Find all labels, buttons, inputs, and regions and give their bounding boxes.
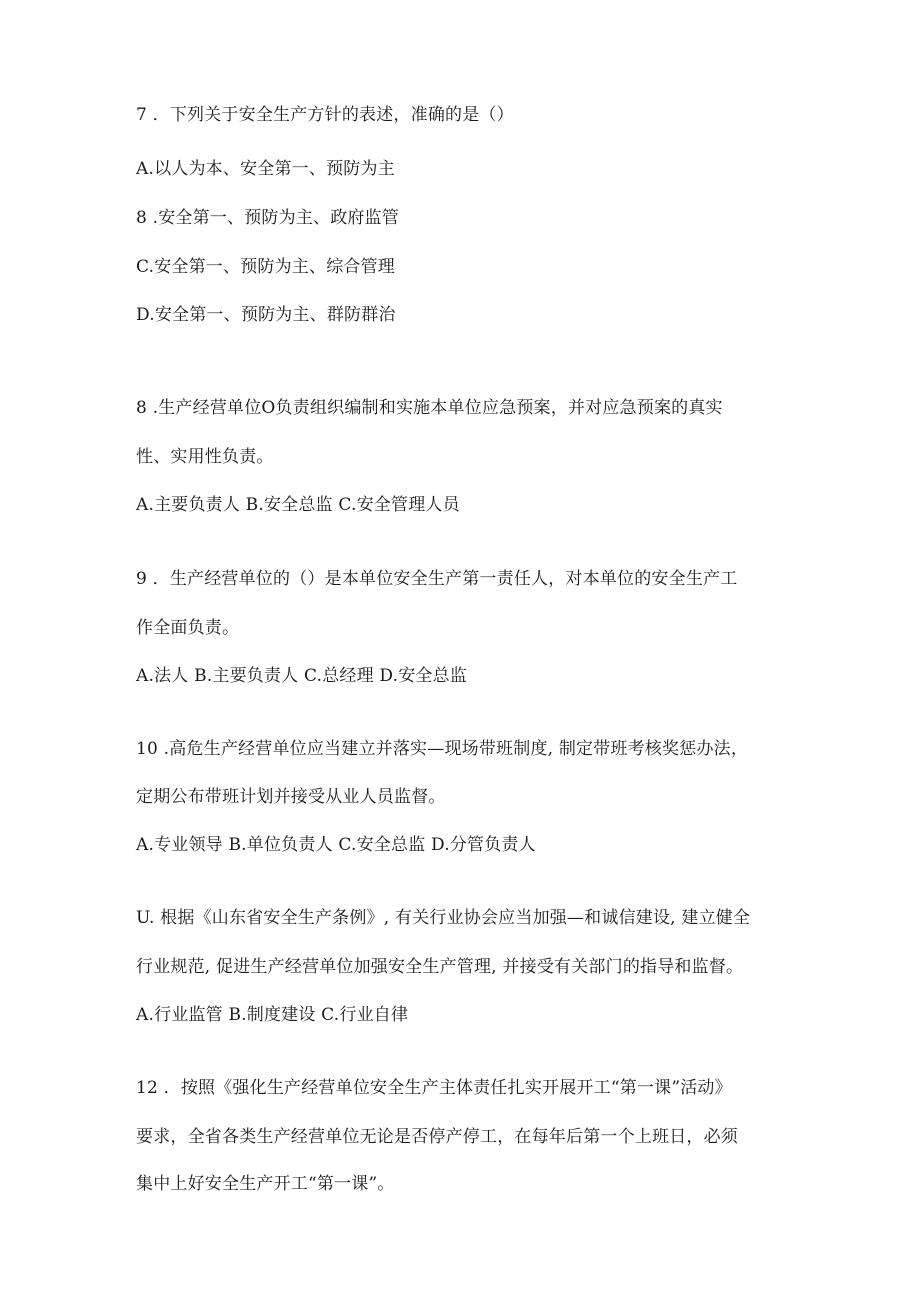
- question-9-text-continued: 作全面负责。: [136, 618, 240, 638]
- question-7-option-c: C.安全第一、预防为主、综合管理: [136, 257, 396, 277]
- question-10-text-continued: 定期公布带班计划并接受从业人员监督。: [136, 787, 446, 807]
- question-12-text-end: 集中上好安全生产开工“第一课”。: [136, 1174, 395, 1194]
- question-8-options: A.主要负责人 B.安全总监 C.安全管理人员: [136, 495, 460, 515]
- question-10-text: 10 .高危生产经营单位应当建立并落实—现场带班制度, 制定带班考核奖惩办法，: [136, 739, 749, 759]
- question-12-text: 12 ．按照《强化生产经营单位安全生产主体责任扎实开展开工“第一课”活动》: [136, 1078, 732, 1098]
- question-11-text-continued: 行业规范, 促进生产经营单位加强安全生产管理, 并接受有关部门的指导和监督。: [136, 957, 744, 977]
- question-11-options: A.行业监管 B.制度建设 C.行业自律: [136, 1005, 409, 1025]
- question-11-text: U. 根据《山东省安全生产条例》, 有关行业协会应当加强—和诚信建设, 建立健全: [136, 908, 751, 928]
- question-8-text: 8 .生产经营单位O负责组织编制和实施本单位应急预案，并对应急预案的真实: [136, 398, 723, 418]
- question-10-options: A.专业领导 B.单位负责人 C.安全总监 D.分管负责人: [136, 835, 536, 855]
- question-7-text: 7 ．下列关于安全生产方针的表述，准确的是（）: [136, 105, 514, 125]
- question-7-option-b: 8 .安全第一、预防为主、政府监管: [136, 208, 400, 228]
- question-7-option-d: D.安全第一、预防为主、群防群治: [136, 305, 396, 325]
- question-9-options: A.法人 B.主要负责人 C.总经理 D.安全总监: [136, 666, 468, 686]
- question-12-text-continued: 要求，全省各类生产经营单位无论是否停产停工，在每年后第一个上班日，必须: [136, 1127, 738, 1147]
- question-7-option-a: A.以人为本、安全第一、预防为主: [136, 159, 395, 179]
- question-9-text: 9 ．生产经营单位的（）是本单位安全生产第一责任人，对本单位的安全生产工: [136, 569, 738, 589]
- question-8-text-continued: 性、实用性负责。: [136, 447, 274, 467]
